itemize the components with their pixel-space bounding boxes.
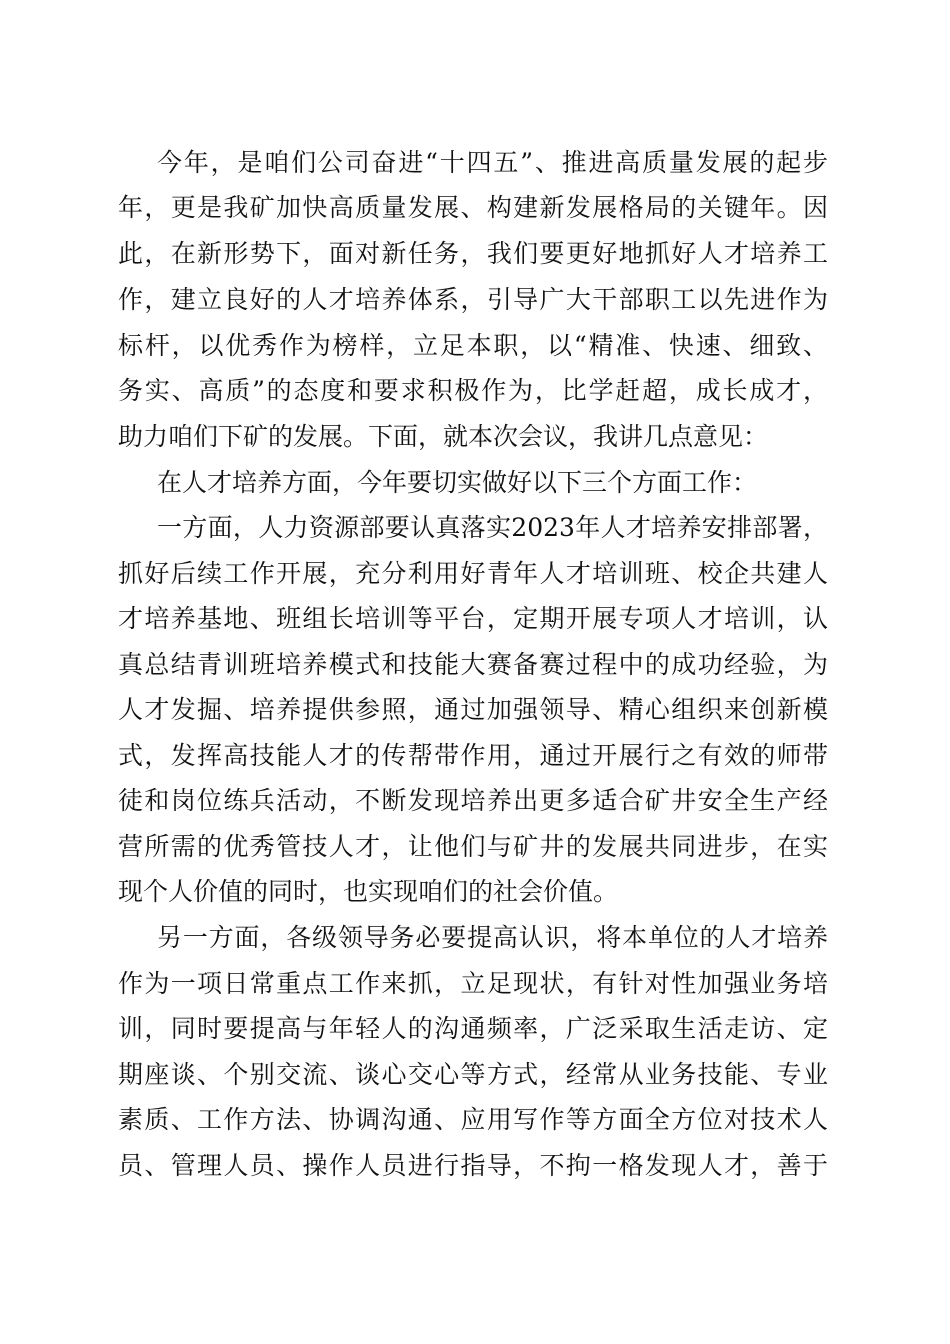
text-line: 才培养基地、班组长培训等平台，定期开展专项人才培训，认 — [118, 604, 828, 633]
text-line: 年，更是我矿加快高质量发展、构建新发展格局的关键年。因 — [118, 193, 828, 222]
text-line: 另一方面，各级领导务必要提高认识，将本单位的人才培养 — [157, 923, 828, 952]
text-line: 今年，是咱们公司奋进“十四五”、推进高质量发展的起步 — [157, 148, 828, 177]
text-line: 一方面，人力资源部要认真落实2023年人才培养安排部署， — [157, 513, 828, 542]
text-line: 抓好后续工作开展，充分利用好青年人才培训班、校企共建人 — [118, 559, 828, 588]
text-line: 营所需的优秀管技人才，让他们与矿井的发展共同进步，在实 — [118, 832, 828, 861]
text-line: 训，同时要提高与年轻人的沟通频率，广泛采取生活走访、定 — [118, 1014, 828, 1043]
text-line: 作为一项日常重点工作来抓，立足现状，有针对性加强业务培 — [118, 969, 828, 998]
text-line: 标杆，以优秀作为榜样，立足本职，以“精准、快速、细致、 — [118, 331, 828, 360]
text-line: 徒和岗位练兵活动，不断发现培养出更多适合矿井安全生产经 — [118, 786, 828, 815]
text-line: 式，发挥高技能人才的传帮带作用，通过开展行之有效的师带 — [118, 741, 828, 770]
text-line: 助力咱们下矿的发展。下面，就本次会议，我讲几点意见： — [118, 422, 769, 451]
text-line: 人才发掘、培养提供参照，通过加强领导、精心组织来创新模 — [118, 695, 828, 724]
text-line: 素质、工作方法、协调沟通、应用写作等方面全方位对技术人 — [118, 1105, 828, 1134]
text-line: 员、管理人员、操作人员进行指导，不拘一格发现人才，善于 — [118, 1151, 828, 1180]
text-line: 真总结青训班培养模式和技能大赛备赛过程中的成功经验，为 — [118, 650, 828, 679]
text-line: 期座谈、个别交流、谈心交心等方式，经常从业务技能、专业 — [118, 1060, 828, 1089]
text-line: 此，在新形势下，面对新任务，我们要更好地抓好人才培养工 — [118, 239, 828, 268]
text-line: 现个人价值的同时，也实现咱们的社会价值。 — [118, 877, 619, 906]
text-line: 务实、高质”的态度和要求积极作为，比学赶超，成长成才， — [118, 376, 828, 405]
text-line: 作，建立良好的人才培养体系，引导广大干部职工以先进作为 — [118, 285, 828, 314]
text-line: 在人才培养方面，今年要切实做好以下三个方面工作： — [157, 468, 758, 497]
